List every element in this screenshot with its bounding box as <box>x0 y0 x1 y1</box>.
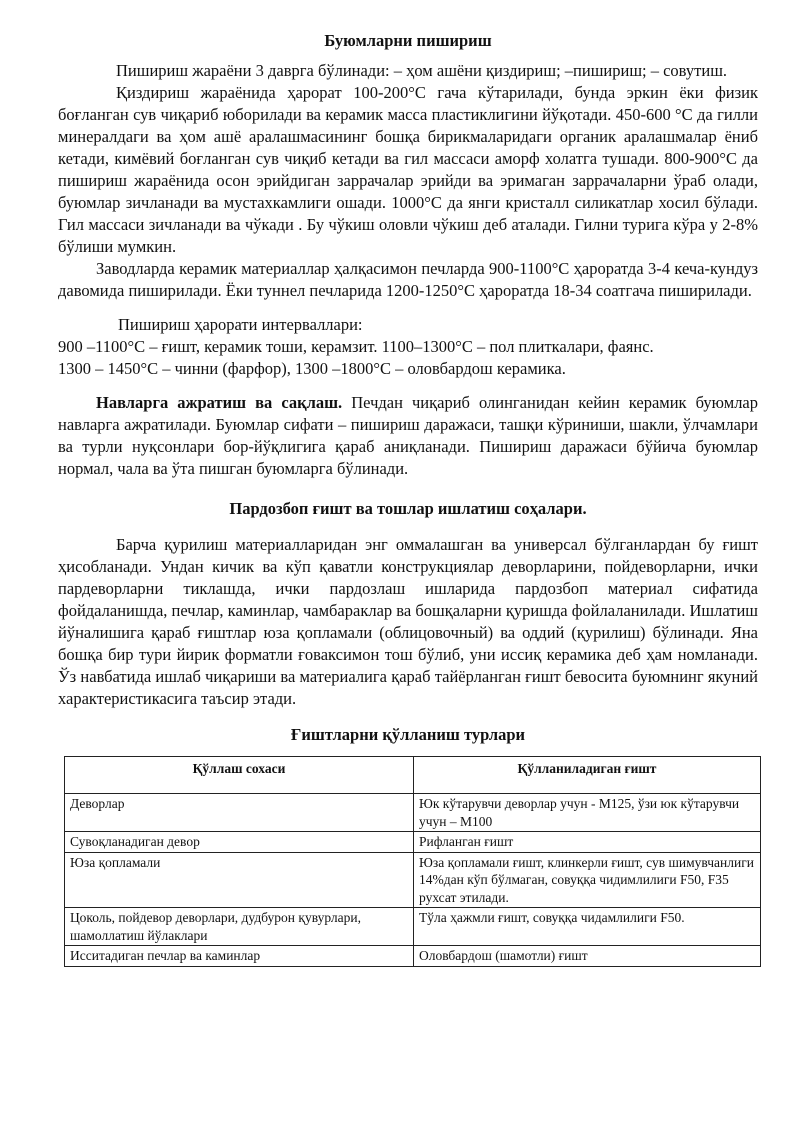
table-cell: Сувоқланадиган девор <box>65 832 414 853</box>
sorting-paragraph <box>58 392 758 480</box>
table-header-cell: Қўллаш сохаси <box>65 757 414 794</box>
sorting-heading: Навларга ажратиш ва сақлаш. <box>96 393 343 412</box>
table-title: Ғиштларни қўлланиш турлари <box>290 725 526 744</box>
table-cell: Юза қопламали <box>65 852 414 908</box>
table-cell: Цоколь, пойдевор деворлари, дудбурон қувурлари, шамоллатиш йўлаклари <box>65 908 414 946</box>
brick-usage-table <box>64 756 761 967</box>
table-row <box>65 908 761 946</box>
intervals-line-1: 900 –1100°С – ғишт, керамик тоши, керамзит. 1100–1300°С – пол плиткалари, фаянс. <box>58 337 654 356</box>
factories-paragraph: Заводларда керамик материаллар ҳалқасимон печларда 900-1100°С ҳароратда 3-4 кеча-кундуз давомида пиширилади. Ёки туннел печларида 1200-1250°С ҳароратда 18-34 соатгача пиширилади. <box>58 259 758 300</box>
table-cell: Тўла ҳажмли ғишт, совуққа чидамлилиги F50. <box>414 908 761 946</box>
table-cell: Исситадиган печлар ва каминлар <box>65 946 414 967</box>
heating-paragraph: Қиздириш жараёнида ҳарорат 100-200°С гача кўтарилади, бунда эркин ёки физик боғланган сув чиқариб юборилади ва керамик масса пластиклигини йўқотади. 450-600 °С да гилли минералдаги ва ҳом ашё аралашмасининг бошқа бирикмаларидаги органик аралашмалар ёниб кетади, кимёвий боғланган сув чиқиб кетади ва гил массаси аморф холатга тушади. 800-900°С да пишириш жараёнида осон эрийдиган заррачалар эрийди ва эримаган заррачаларни ўраб олади, буюмлар зичланади ва мустахкамлиги ошади. 1000°С да янги кристалл силикатлар хосил бўлади. Гил массаси зичланади ва чўкади . Бу чўкиш оловли чўкиш деб аталади. Гилни турига кўра у 2-8% бўлиши мумкин. <box>58 83 758 256</box>
section-title: Пардозбоп ғишт ва тошлар ишлатиш соҳалари. <box>229 499 587 518</box>
table-cell: Деворлар <box>65 794 414 832</box>
table-cell: Юк кўтарувчи деворлар учун - М125, ўзи юк кўтарувчи учун – М100 <box>414 794 761 832</box>
table-row <box>65 832 761 853</box>
section-paragraph: Барча қурилиш материалларидан энг оммалашган ва универсал бўлганлардан бу ғишт ҳисобланади. Ундан кичик ва кўп қаватли конструкциялар деворларини, пойдеворларни, ички пардеворларни тиклашда, ички пардозлаш ишларида пардозбоп материал сифатида фойдаланишда, печлар, каминлар, чамбараклар ва бошқаларни қуришда фойлаланилади. Ишлатиш йўналишига қараб ғиштлар юза қопламали (облицовочный) ва оддий (қурилиш) бўлинади. Яна бошқа бир тури йирик форматли ғоваксимон тош бўлиб, уни иссиқ керамика деб ҳам номланади. Ўз навбатида ишлаб чиқариши ва материалига қараб тайёрланган ғишт бевосита буюмнинг якуний характеристикасига таъсир этади. <box>58 535 758 708</box>
table-row <box>65 946 761 967</box>
intro-paragraph: Пишириш жараёни 3 даврга бўлинади: – ҳом ашёни қиздириш; –пишириш; – совутиш. <box>116 61 728 80</box>
sorting-text: Печдан чиқариб олинганидан кейин керамик буюмлар навларга ажратилади. Буюмлар сифати – пишириш даражаси, ташқи кўриниши, шакли, ўлчамлари ва турли нуқсонлари бор-йўқлигига қараб аниқланади. Пишириш даражаси бўйича буюмлар нормал, чала ва ўта пишган буюмларга бўлинади. <box>58 393 758 478</box>
table-row <box>65 852 761 908</box>
table-cell: Рифланган ғишт <box>414 832 761 853</box>
table-row <box>65 794 761 832</box>
table-header-cell: Қўлланиладиган ғишт <box>414 757 761 794</box>
table-cell: Оловбардош (шамотли) ғишт <box>414 946 761 967</box>
document-heading: Буюмларни пишириш <box>324 31 492 50</box>
intervals-line-2: 1300 – 1450°С – чинни (фарфор), 1300 –1800°С – оловбардош керамика. <box>58 359 566 378</box>
table-cell: Юза қопламали ғишт, клинкерли ғишт, сув шимувчанлиги 14%дан кўп бўлмаган, совуққа чидимлилиги F50, F35 рухсат этилади. <box>414 852 761 908</box>
document-page <box>58 30 758 967</box>
intervals-title: Пишириш ҳарорати интерваллари: <box>118 315 363 334</box>
table-header-row <box>65 757 761 794</box>
